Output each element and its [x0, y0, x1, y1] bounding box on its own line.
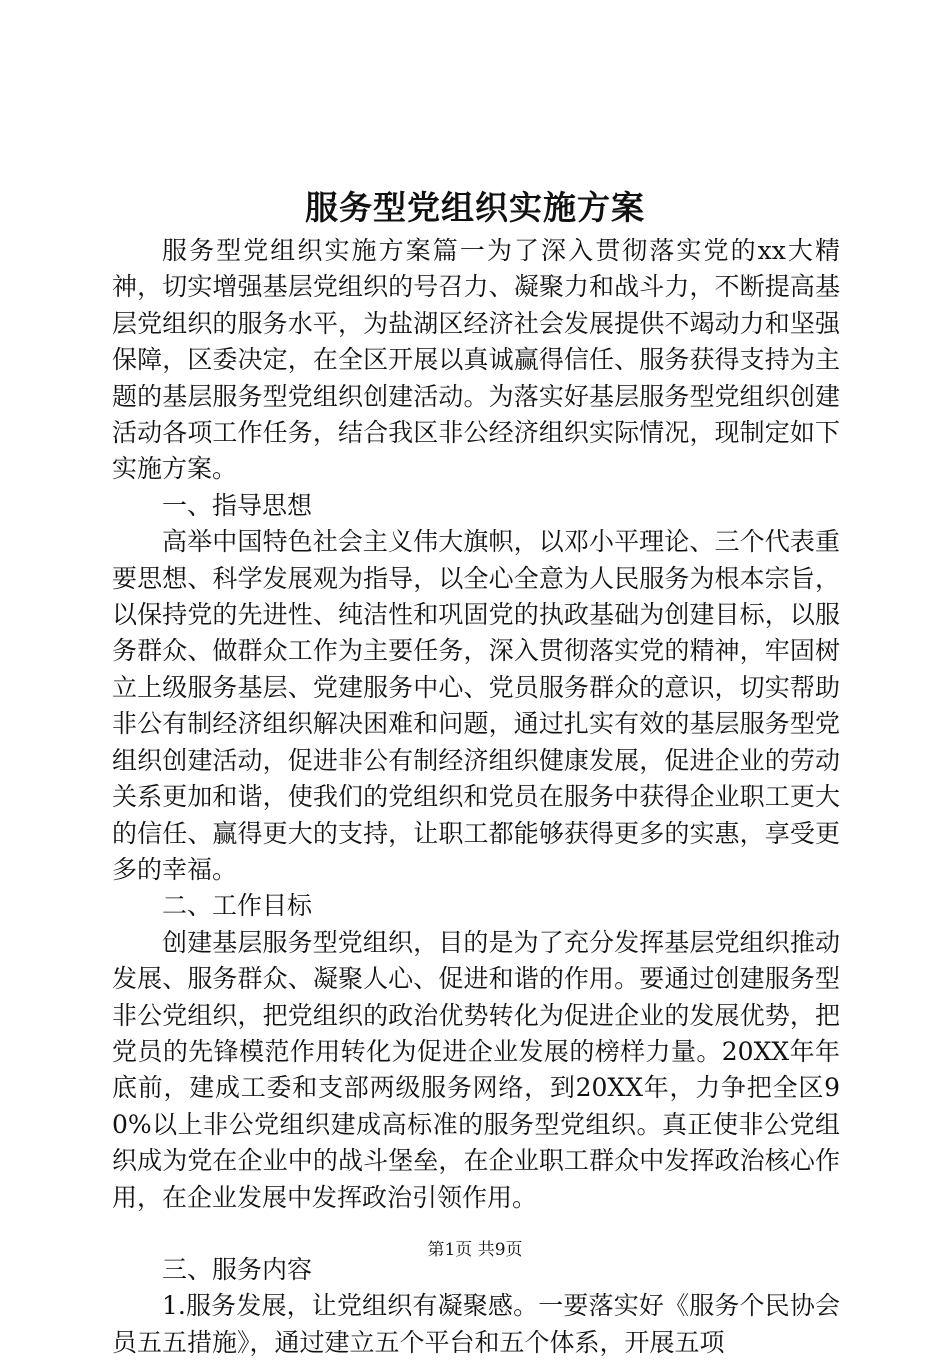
guiding-ideology-paragraph: 高举中国特色社会主义伟大旗帜，以邓小平理论、三个代表重要思想、科学发展观为指导，以全心全意为人民服务为根本宗旨，以保持党的先进性、纯洁性和巩固党的执政基础为创建目标，以服务群众、做群众工作为主要任务，深入贯彻落实党的精神，牢固树立上级服务基层、党建服务中心、党员服务群众的意识，切实帮助非公有制经济组织解决困难和问题，通过扎实有效的基层服务型党组织创建活动，促进非公有制经济组织健康发展，促进企业的劳动关系更加和谐，使我们的党组织和党员在服务中获得企业职工更大的信任、赢得更大的支持，让职工都能够获得更多的实惠，享受更多的幸福。 — [112, 527, 840, 884]
intro-paragraph: 服务型党组织实施方案篇一为了深入贯彻落实党的xx大精神，切实增强基层党组织的号召力、凝聚力和战斗力，不断提高基层党组织的服务水平，为盐湖区经济社会发展提供不竭动力和坚强保障，区委决定，在全区开展以真诚赢得信任、服务获得支持为主题的基层服务型党组织创建活动。为落实好基层服务型党组织创建活动各项工作任务，结合我区非公经济组织实际情况，现制定如下实施方案。 — [112, 236, 840, 484]
work-goals-paragraph: 创建基层服务型党组织，目的是为了充分发挥基层党组织推动发展、服务群众、凝聚人心、促进和谐的作用。要通过创建服务型非公党组织，把党组织的政治优势转化为促进企业的发展优势，把党员的先锋模范作用转化为促进企业发展的榜样力量。20XX年年底前，建成工委和支部两级服务网络，到20XX年，力争把全区90%以上非公党组织建成高标准的服务型党组织。真正使非公党组织成为党在企业中的战斗堡垒，在企业职工群众中发挥政治核心作用，在企业发展中发挥政治引领作用。 — [112, 927, 840, 1212]
document-title: 服务型党组织实施方案 — [305, 188, 645, 227]
document-body — [112, 233, 840, 1361]
section-heading-work-goals: 二、工作目标 — [162, 891, 313, 921]
section-heading-guiding-ideology: 一、指导思想 — [162, 490, 313, 520]
page-number-footer: 第1页 共9页 — [427, 1240, 523, 1260]
service-content-paragraph: 1.服务发展，让党组织有凝聚感。一要落实好《服务个民协会员五五措施》，通过建立五个平台和五个体系，开展五项 — [112, 1291, 840, 1357]
section-heading-service-content: 三、服务内容 — [162, 1254, 313, 1284]
